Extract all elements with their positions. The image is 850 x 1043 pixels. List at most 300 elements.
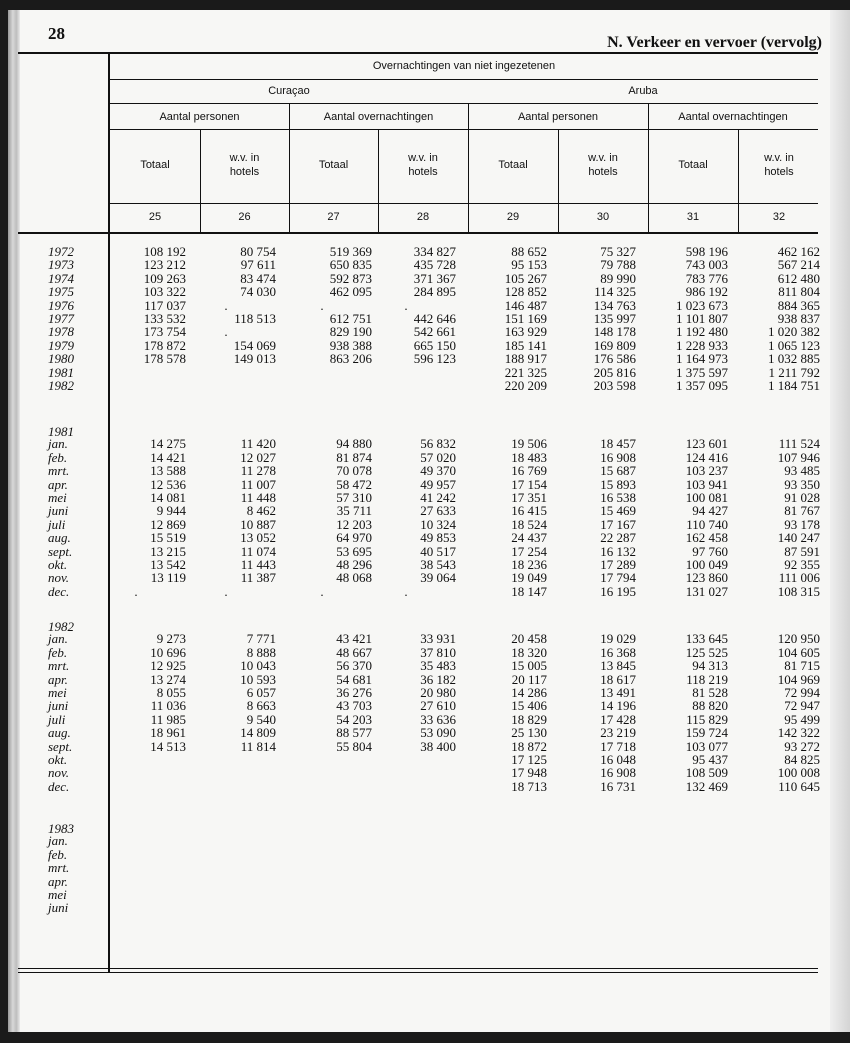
table-row	[8, 686, 850, 699]
table-cell: 17 718	[600, 738, 636, 754]
table-cell: 146 487	[504, 297, 547, 313]
table-cell: 11 448	[240, 490, 276, 505]
table-row	[8, 780, 850, 793]
section-year-heading: 1981	[48, 424, 74, 439]
table-cell: 25 130	[511, 725, 547, 741]
table-cell: 53 090	[420, 725, 456, 741]
table-cell: 863 206	[329, 351, 372, 367]
table-cell: 9 273	[156, 631, 186, 647]
table-row	[8, 861, 850, 874]
table-cell: 17 254	[511, 543, 547, 559]
table-cell: 284 895	[413, 284, 456, 300]
table-cell: 93 272	[784, 738, 820, 754]
table-cell: 829 190	[329, 324, 372, 340]
table-cell: 16 731	[600, 778, 636, 794]
table-cell: 123 212	[143, 257, 186, 273]
table-cell: 16 769	[511, 463, 547, 479]
table-row	[8, 545, 850, 558]
table-cell: 12 203	[336, 516, 372, 532]
column-number: 32	[772, 211, 786, 223]
table-cell: 1 375 597	[676, 364, 728, 380]
table-cell: 14 421	[150, 449, 186, 465]
row-label: apr.	[48, 671, 68, 687]
table-cell: 53 695	[336, 543, 372, 559]
header-rule	[108, 129, 818, 130]
column-number: 26	[238, 211, 251, 223]
row-label: 1976	[48, 297, 74, 313]
table-cell: 103 237	[685, 463, 728, 479]
table-cell: 38 400	[420, 738, 456, 754]
table-cell: 19 049	[511, 570, 547, 586]
table-cell: 88 577	[336, 725, 372, 741]
table-cell: 132 469	[685, 778, 728, 794]
table-cell: 154 069	[233, 337, 276, 353]
table-cell: 462 162	[777, 244, 820, 259]
table-cell: 39 064	[420, 570, 456, 586]
table-cell: 123 860	[685, 570, 728, 586]
table-cell: 17 428	[600, 711, 636, 727]
table-cell: .	[224, 297, 228, 313]
table-cell: 11 036	[150, 698, 186, 714]
table-cell: 48 068	[336, 570, 372, 586]
table-cell: 134 763	[593, 297, 636, 313]
row-label: mrt.	[48, 463, 70, 479]
row-label: 1980	[48, 351, 74, 367]
table-cell: 37 810	[420, 644, 456, 660]
row-label: jan.	[48, 833, 68, 849]
table-cell: 54 203	[336, 711, 372, 727]
row-label: juli	[48, 516, 66, 532]
table-row	[8, 339, 850, 352]
table-cell: 17 289	[600, 557, 636, 572]
table-cell: 15 406	[511, 698, 547, 714]
table-cell: 89 990	[600, 270, 636, 286]
table-row	[8, 673, 850, 686]
row-label: sept.	[48, 738, 73, 754]
table-cell: 14 081	[150, 490, 186, 505]
row-label: dec.	[48, 778, 70, 794]
table-cell: 14 275	[150, 436, 186, 452]
column-number: 29	[506, 211, 520, 223]
table-cell: 159 724	[685, 725, 728, 741]
table-cell: 17 351	[511, 490, 547, 505]
table-cell: 95 153	[511, 257, 547, 273]
row-label: apr.	[48, 873, 68, 889]
table-cell: 108 509	[685, 765, 728, 781]
table-cell: 22 287	[600, 530, 636, 546]
table-cell: 743 003	[685, 257, 728, 273]
table-cell: 650 835	[329, 257, 372, 273]
table-cell: 128 852	[504, 284, 547, 300]
table-cell: 598 196	[685, 244, 728, 259]
table-cell: 74 030	[240, 284, 276, 300]
table-row	[8, 518, 850, 531]
table-cell: 88 652	[511, 244, 547, 259]
table-cell: .	[134, 583, 138, 599]
table-cell: 118 219	[686, 671, 728, 687]
table-cell: 27 610	[420, 698, 456, 714]
table-cell: 13 588	[150, 463, 186, 479]
table-cell: 38 543	[420, 557, 456, 572]
table-cell: 81 767	[784, 503, 820, 519]
table-row	[8, 726, 850, 739]
table-row	[8, 753, 850, 766]
table-cell: 81 528	[692, 685, 728, 700]
row-label: dec.	[48, 583, 70, 599]
column-header-label: w.v. in	[764, 152, 794, 164]
table-cell: 13 491	[600, 685, 636, 700]
row-label: feb.	[48, 449, 68, 465]
table-cell: 114 325	[594, 284, 636, 300]
header-group: Aantal overnachtingen	[678, 111, 788, 123]
table-cell: 986 192	[685, 284, 728, 300]
row-label: juni	[48, 900, 69, 916]
table-cell: 1 065 123	[768, 337, 820, 353]
table-cell: 18 457	[600, 436, 636, 452]
table-row	[8, 451, 850, 464]
table-row	[8, 258, 850, 271]
table-cell: 84 825	[784, 752, 820, 767]
table-cell: 18 524	[511, 516, 547, 532]
table-cell: 94 313	[692, 658, 728, 674]
table-cell: 35 711	[336, 503, 372, 519]
table-cell: 33 636	[420, 711, 456, 727]
row-label: mrt.	[48, 658, 70, 674]
row-label: jan.	[48, 436, 68, 452]
table-cell: 12 536	[150, 476, 186, 492]
table-cell: 938 837	[777, 311, 820, 326]
table-cell: 103 077	[685, 738, 728, 754]
table-cell: .	[404, 297, 408, 313]
table-row	[8, 325, 850, 338]
table-cell: 72 994	[784, 685, 820, 700]
table-cell: 163 929	[504, 324, 547, 340]
table-cell: 15 893	[600, 476, 636, 492]
table-row	[8, 632, 850, 645]
table-row	[8, 740, 850, 753]
row-label: mei	[48, 887, 67, 902]
table-cell: 41 242	[420, 490, 456, 505]
table-cell: 13 542	[150, 557, 186, 572]
column-header-label: Totaal	[678, 159, 708, 171]
table-cell: 7 771	[246, 631, 276, 647]
table-cell: 56 832	[420, 436, 456, 452]
row-label: 1975	[48, 284, 74, 300]
table-cell: 80 754	[240, 244, 276, 259]
table-cell: 58 472	[336, 476, 372, 492]
table-cell: 97 611	[240, 257, 276, 273]
table-cell: 54 681	[336, 671, 372, 687]
header-group: Aantal overnachtingen	[323, 111, 434, 123]
table-cell: .	[224, 583, 228, 599]
chapter-title: N. Verkeer en vervoer (vervolg)	[607, 34, 822, 51]
table-cell: 783 776	[685, 270, 728, 286]
table-row	[8, 312, 850, 325]
table-cell: 49 957	[420, 476, 456, 492]
row-label: aug.	[48, 530, 71, 546]
row-label: juni	[48, 698, 69, 714]
table-cell: 81 874	[336, 449, 372, 465]
table-cell: 1 192 480	[676, 324, 728, 340]
table-cell: 8 055	[156, 685, 186, 700]
table-cell: .	[320, 297, 324, 313]
table-cell: 18 961	[150, 725, 186, 741]
table-cell: 15 519	[150, 530, 186, 546]
row-label: feb.	[48, 846, 68, 862]
table-row	[8, 571, 850, 584]
table-cell: 612 751	[329, 311, 372, 326]
row-label: okt.	[48, 752, 68, 767]
table-cell: 94 427	[692, 503, 728, 519]
table-cell: 884 365	[777, 297, 820, 313]
table-cell: 18 483	[511, 449, 547, 465]
table-row	[8, 888, 850, 901]
table-row	[8, 834, 850, 847]
table-row	[8, 437, 850, 450]
table-cell: 103 322	[143, 284, 186, 300]
table-row	[8, 875, 850, 888]
header-rule	[108, 203, 818, 204]
table-row	[8, 585, 850, 598]
table-cell: 11 814	[240, 738, 276, 754]
table-cell: 1 184 751	[768, 378, 820, 393]
column-number: 31	[686, 211, 700, 223]
table-cell: 16 132	[600, 543, 636, 559]
row-label: 1977	[48, 311, 74, 326]
table-cell: 11 420	[240, 436, 276, 452]
table-bottom-rule	[18, 972, 818, 973]
row-label: feb.	[48, 644, 68, 660]
table-cell: 18 713	[511, 778, 547, 794]
table-row	[8, 901, 850, 914]
table-cell: 24 437	[511, 530, 547, 546]
table-cell: 49 853	[420, 530, 456, 546]
table-cell: 17 167	[600, 516, 636, 532]
table-cell: 11 074	[240, 543, 276, 559]
column-header-label: w.v. in	[408, 152, 438, 164]
table-cell: 151 169	[504, 311, 547, 326]
table-cell: 148 178	[593, 324, 636, 340]
header-bottom-rule	[18, 232, 818, 234]
column-header-sub: hotels	[588, 166, 618, 178]
table-cell: 104 969	[777, 671, 820, 687]
column-header-label: Totaal	[498, 159, 528, 171]
table-top-rule	[18, 52, 818, 54]
table-row	[8, 646, 850, 659]
table-cell: 10 696	[150, 644, 186, 660]
table-cell: 43 703	[336, 698, 372, 714]
table-cell: 173 754	[143, 324, 186, 340]
table-cell: 178 872	[143, 337, 186, 353]
table-cell: 135 997	[593, 311, 636, 326]
row-label: apr.	[48, 476, 68, 492]
table-cell: 95 437	[692, 752, 728, 767]
column-header-label: w.v. in	[229, 152, 260, 164]
table-cell: 125 525	[685, 644, 728, 660]
table-cell: 95 499	[784, 711, 820, 727]
table-row	[8, 504, 850, 517]
table-row	[8, 464, 850, 477]
table-cell: 1 228 933	[676, 337, 728, 353]
row-label: juli	[48, 711, 66, 727]
table-cell: 1 020 382	[768, 324, 820, 340]
table-cell: 1 164 973	[676, 351, 728, 367]
row-label: jan.	[48, 631, 68, 647]
row-label: 1974	[48, 270, 74, 286]
table-cell: 18 617	[600, 671, 636, 687]
section-year-heading: 1982	[48, 619, 74, 634]
table-row	[8, 478, 850, 491]
table-cell: .	[404, 583, 408, 599]
table-cell: 103 941	[685, 476, 728, 492]
row-label: nov.	[48, 765, 70, 781]
table-cell: 11 443	[240, 557, 276, 572]
table-cell: 18 872	[511, 738, 547, 754]
table-cell: 72 947	[784, 698, 820, 714]
table-cell: 109 263	[143, 270, 186, 286]
row-label: juni	[48, 503, 69, 519]
table-cell: 442 646	[413, 311, 456, 326]
row-label: nov.	[48, 570, 70, 586]
table-cell: 162 458	[685, 530, 728, 546]
table-cell: 20 458	[511, 631, 547, 647]
table-cell: 938 388	[329, 337, 372, 353]
table-cell: 17 948	[511, 765, 547, 781]
table-cell: 10 887	[240, 516, 276, 532]
table-cell: 176 586	[593, 351, 636, 367]
table-cell: 11 387	[240, 570, 276, 586]
table-cell: 57 310	[336, 490, 372, 505]
table-cell: 48 667	[336, 644, 372, 660]
table-cell: 23 219	[600, 725, 636, 741]
table-cell: 10 043	[240, 658, 276, 674]
row-label: sept.	[48, 543, 73, 559]
row-label: 1979	[48, 337, 74, 353]
column-header-sub: hotels	[229, 166, 260, 178]
table-cell: 83 474	[240, 270, 276, 286]
row-label: mei	[48, 490, 67, 505]
row-label: 1972	[48, 244, 74, 259]
table-cell: 596 123	[413, 351, 456, 367]
header-island-curacao: Curaçao	[268, 85, 310, 97]
table-cell: 79 788	[600, 257, 636, 273]
table-row	[8, 245, 850, 258]
row-label: aug.	[48, 725, 71, 741]
table-cell: 133 645	[685, 631, 728, 647]
table-cell: 18 829	[511, 711, 547, 727]
table-cell: 56 370	[336, 658, 372, 674]
table-cell: 1 101 807	[676, 311, 728, 326]
table-cell: 88 820	[692, 698, 728, 714]
table-row	[8, 379, 850, 392]
table-row	[8, 285, 850, 298]
table-cell: 462 095	[329, 284, 372, 300]
table-cell: 185 141	[504, 337, 547, 353]
table-cell: 1 023 673	[676, 297, 728, 313]
table-cell: 19 506	[511, 436, 547, 452]
table-cell: 18 320	[511, 644, 547, 660]
table-cell: 178 578	[143, 351, 186, 367]
table-bottom-rule	[18, 968, 818, 969]
table-cell: 17 154	[511, 476, 547, 492]
table-cell: 149 013	[233, 351, 276, 367]
table-cell: 8 462	[246, 503, 276, 519]
table-cell: 110 740	[686, 516, 728, 532]
column-number: 25	[148, 211, 162, 223]
table-cell: 35 483	[420, 658, 456, 674]
table-cell: 15 687	[600, 463, 636, 479]
column-header-sub: hotels	[764, 166, 794, 178]
table-cell: 36 182	[420, 671, 456, 687]
table-cell: 16 908	[600, 449, 636, 465]
table-cell: 117 037	[144, 297, 186, 313]
table-cell: 8 663	[246, 698, 276, 714]
table-cell: 9 944	[156, 503, 186, 519]
table-row	[8, 299, 850, 312]
page-number: 28	[48, 24, 65, 43]
table-cell: 16 415	[511, 503, 547, 519]
table-cell: 18 236	[511, 557, 547, 572]
table-cell: 12 869	[150, 516, 186, 532]
header-group: Aantal personen	[159, 111, 240, 123]
table-cell: 11 278	[240, 463, 276, 479]
table-cell: 16 048	[600, 752, 636, 767]
table-cell: 15 469	[600, 503, 636, 519]
table-cell: 205 816	[593, 364, 636, 380]
table-cell: 17 125	[511, 752, 547, 767]
table-cell: 16 908	[600, 765, 636, 781]
table-cell: 13 215	[150, 543, 186, 559]
table-cell: 13 052	[240, 530, 276, 546]
table-cell: 49 370	[420, 463, 456, 479]
table-cell: 1 357 095	[676, 378, 728, 393]
table-cell: 542 661	[413, 324, 456, 340]
table-row	[8, 558, 850, 571]
row-label: mei	[48, 685, 67, 700]
table-cell: 100 049	[685, 557, 728, 572]
header-group: Aantal personen	[517, 111, 599, 123]
table-cell: 1 211 792	[768, 364, 820, 380]
table-cell: 93 350	[784, 476, 820, 492]
table-row	[8, 713, 850, 726]
table-cell: 220 209	[504, 378, 547, 393]
table-cell: 665 150	[413, 337, 456, 353]
table-cell: 140 247	[777, 530, 820, 546]
table-cell: 12 925	[150, 658, 186, 674]
table-cell: 133 532	[143, 311, 186, 326]
table-cell: 81 715	[784, 658, 820, 674]
table-cell: 203 598	[593, 378, 636, 393]
table-row	[8, 352, 850, 365]
table-cell: 14 513	[150, 738, 186, 754]
column-header-label: w.v. in	[588, 152, 618, 164]
table-cell: 87 591	[784, 543, 820, 559]
table-cell: 94 880	[336, 436, 372, 452]
table-cell: 33 931	[420, 631, 456, 647]
table-cell: .	[224, 324, 228, 340]
table-cell: .	[320, 583, 324, 599]
section-year-heading: 1983	[48, 821, 74, 836]
column-header-sub: hotels	[408, 166, 438, 178]
table-row	[8, 848, 850, 861]
table-cell: 519 369	[329, 244, 372, 259]
table-cell: 55 804	[336, 738, 372, 754]
table-cell: 17 794	[600, 570, 636, 586]
document-page	[8, 10, 850, 1032]
table-cell: 48 296	[336, 557, 372, 572]
table-cell: 43 421	[336, 631, 372, 647]
table-cell: 93 178	[784, 516, 820, 532]
